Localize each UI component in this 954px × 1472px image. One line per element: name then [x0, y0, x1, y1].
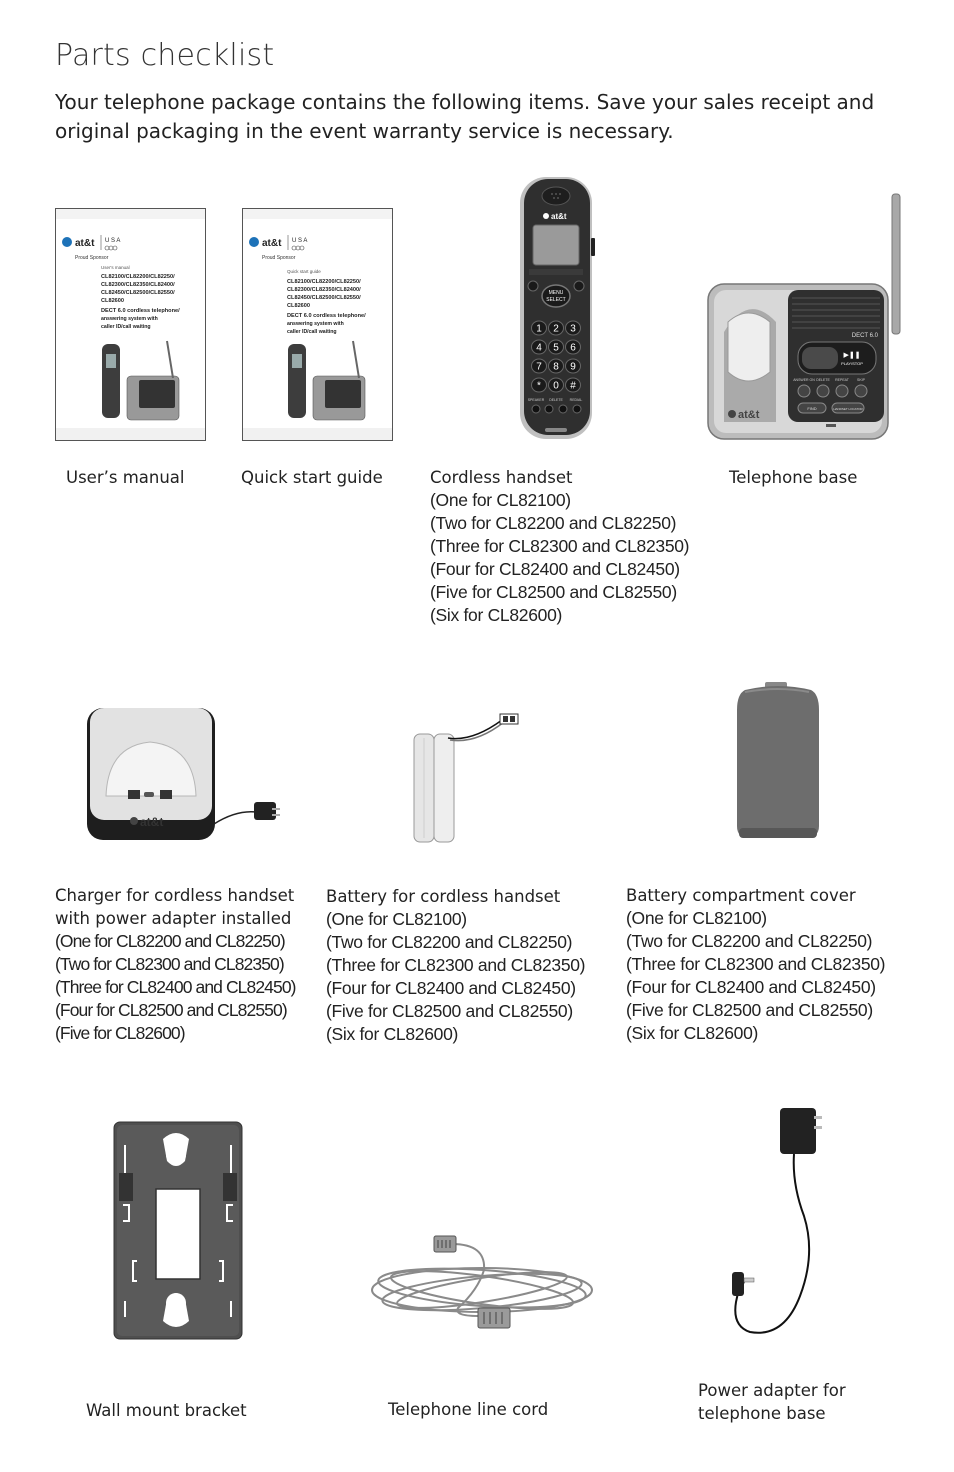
handset-brand: at&t: [551, 212, 567, 221]
item-detail: (Four for CL82400 and CL82450): [626, 977, 876, 997]
item-detail: (Five for CL82500 and CL82550): [326, 1001, 573, 1021]
keypad-key-label: 2: [553, 323, 559, 335]
item-label-line2: telephone base: [698, 1404, 826, 1423]
item-label-line2: with power adapter installed: [55, 909, 292, 928]
battery-cover-image: [733, 680, 823, 842]
handset-locator-label: HANDSET LOCATOR: [833, 407, 863, 411]
booklet-usa: U S A: [292, 238, 308, 244]
item-detail: (Four for CL82500 and CL82550): [55, 1000, 287, 1020]
booklet-model-line: CL82100/CL82200/CL82250/: [101, 274, 175, 280]
redial-label: REDIAL: [569, 398, 583, 402]
item-detail: (Two for CL82200 and CL82250): [430, 513, 677, 533]
item-label: Power adapter for: [698, 1381, 846, 1400]
page-title: Parts checklist: [55, 38, 275, 73]
keypad-key-label: 9: [570, 361, 576, 373]
talk-button[interactable]: [528, 281, 538, 291]
play-stop-label: PLAY/STOP: [841, 361, 863, 366]
booklet-model-line: CL82450/CL82500/CL82550/: [101, 290, 175, 296]
dect-label: DECT 6.0: [851, 333, 878, 339]
item-detail: (Two for CL82200 and CL82250): [326, 932, 573, 952]
caption-cordless-handset: [430, 466, 689, 627]
att-globe-icon: [543, 213, 549, 219]
intro-paragraph: Your telephone package contains the following items. Save your sales receipt and original packaging in the event warranty service is necessary.: [55, 90, 875, 143]
booklet-desc-line: caller ID/call waiting: [101, 324, 151, 330]
skip-button[interactable]: [855, 385, 867, 397]
item-detail: (Three for CL82300 and CL82350): [430, 536, 690, 556]
delete-button[interactable]: [817, 385, 829, 397]
keypad-key-label: 1: [536, 323, 542, 335]
play-stop-icon: ▶❚❚: [843, 352, 861, 359]
item-detail: (Four for CL82400 and CL82450): [430, 559, 680, 579]
item-label: Wall mount bracket: [86, 1401, 247, 1420]
booklet-desc-line: answering system with: [287, 321, 344, 327]
booklet-sponsor: Proud Sponsor: [75, 255, 109, 261]
item-label: Cordless handset: [430, 468, 573, 487]
item-detail: (Five for CL82500 and CL82550): [626, 1000, 873, 1020]
item-label: Charger for cordless handset: [55, 886, 295, 905]
item-detail: (One for CL82100): [430, 490, 571, 510]
booklet-desc-line: caller ID/call waiting: [287, 329, 337, 335]
booklet-model-line: CL82450/CL82500/CL82550/: [287, 295, 361, 301]
keypad-key-label: 5: [553, 342, 559, 354]
handset-screen: [533, 225, 579, 265]
keypad-key-label: 7: [536, 361, 542, 373]
item-label: Telephone line cord: [388, 1400, 549, 1419]
battery-image: [412, 712, 520, 844]
item-detail: (Three for CL82300 and CL82350): [626, 954, 886, 974]
item-label: Telephone base: [729, 468, 858, 487]
keypad-key-label: 6: [570, 342, 576, 354]
item-detail: (Five for CL82600): [55, 1023, 185, 1043]
booklet-model-line: CL82300/CL82350/CL82400/: [287, 287, 361, 293]
booklet-desc-line: DECT 6.0 cordless telephone/: [101, 308, 180, 314]
delete-label: DELETE: [816, 378, 830, 382]
item-detail: (Six for CL82600): [626, 1023, 759, 1043]
keypad-key-label: 8: [553, 361, 559, 373]
skip-label: SKIP: [857, 378, 865, 382]
booklet-model-line: CL82300/CL82350/CL82400/: [101, 282, 175, 288]
power-adapter-image: [728, 1106, 824, 1342]
keypad-key-label: 3: [570, 323, 576, 335]
repeat-button[interactable]: [836, 385, 848, 397]
item-detail: (Six for CL82600): [430, 605, 563, 625]
users-manual-image: [55, 208, 206, 441]
att-globe-icon: [249, 237, 259, 247]
item-detail: (Three for CL82300 and CL82350): [326, 955, 586, 975]
off-button[interactable]: [574, 281, 584, 291]
keypad-key-label: *: [537, 380, 541, 392]
item-detail: (Two for CL82200 and CL82250): [626, 931, 873, 951]
charger-brand: at&t: [140, 815, 164, 829]
menu-label: MENU: [548, 290, 564, 296]
wall-mount-bracket-image: [113, 1121, 243, 1340]
booklet-brand: at&t: [75, 238, 95, 249]
item-label: Battery compartment cover: [626, 886, 856, 905]
item-detail: (One for CL82200 and CL82250): [55, 931, 285, 951]
att-globe-icon: [728, 410, 736, 418]
telephone-base-image: [706, 192, 902, 442]
item-detail: (Two for CL82300 and CL82350): [55, 954, 284, 974]
item-detail: (Five for CL82500 and CL82550): [430, 582, 677, 602]
caption-power-adapter: [698, 1379, 846, 1425]
answer-on-button[interactable]: [798, 385, 810, 397]
booklet-model-line: CL82100/CL82200/CL82250/: [287, 279, 361, 285]
item-detail: (Four for CL82400 and CL82450): [326, 978, 576, 998]
booklet-desc-line: DECT 6.0 cordless telephone/: [287, 313, 366, 319]
booklet-model-line: CL82600: [101, 298, 125, 304]
caption-quick-start-guide: [241, 466, 383, 489]
keypad-key-label: 0: [553, 380, 559, 392]
booklet-usa: U S A: [105, 238, 121, 244]
keypad-key-label: 4: [536, 342, 542, 354]
base-brand: at&t: [738, 409, 760, 421]
answer-on-label: ANSWER ON: [793, 378, 815, 382]
item-label: User’s manual: [66, 468, 185, 487]
caption-users-manual: [66, 466, 185, 489]
cordless-handset-image: [519, 176, 597, 440]
caption-battery: [326, 885, 585, 1046]
booklet-model-line: CL82600: [287, 303, 311, 309]
booklet-sponsor: Proud Sponsor: [262, 255, 296, 261]
item-label: Battery for cordless handset: [326, 887, 561, 906]
booklet-desc-line: answering system with: [101, 316, 158, 322]
caption-battery-cover: [626, 884, 885, 1045]
att-globe-icon: [62, 237, 72, 247]
quick-start-guide-image: [242, 208, 393, 441]
delete-label: DELETE: [549, 398, 563, 402]
repeat-label: REPEAT: [835, 378, 849, 382]
item-detail: (Six for CL82600): [326, 1024, 459, 1044]
booklet-brand: at&t: [262, 238, 282, 249]
booklet-kind: User's manual: [101, 265, 130, 270]
caption-charger: [55, 884, 296, 1045]
caption-telephone-base: [729, 466, 857, 489]
find-label: FIND: [807, 406, 817, 411]
item-detail: (Three for CL82400 and CL82450): [55, 977, 296, 997]
charger-image: [86, 706, 282, 842]
item-detail: (One for CL82100): [326, 909, 467, 929]
telephone-line-cord-image: [366, 1230, 598, 1334]
item-detail: (One for CL82100): [626, 908, 767, 928]
menu-select-button[interactable]: [542, 285, 570, 307]
booklet-kind: Quick start guide: [287, 269, 321, 274]
item-label: Quick start guide: [241, 468, 383, 487]
att-globe-icon: [130, 817, 138, 825]
select-label: SELECT: [546, 297, 566, 303]
caption-telephone-line-cord: [388, 1398, 548, 1421]
keypad-key-label: #: [570, 380, 576, 392]
speaker-label: SPEAKER: [527, 398, 545, 402]
caption-wall-mount-bracket: [86, 1399, 247, 1422]
